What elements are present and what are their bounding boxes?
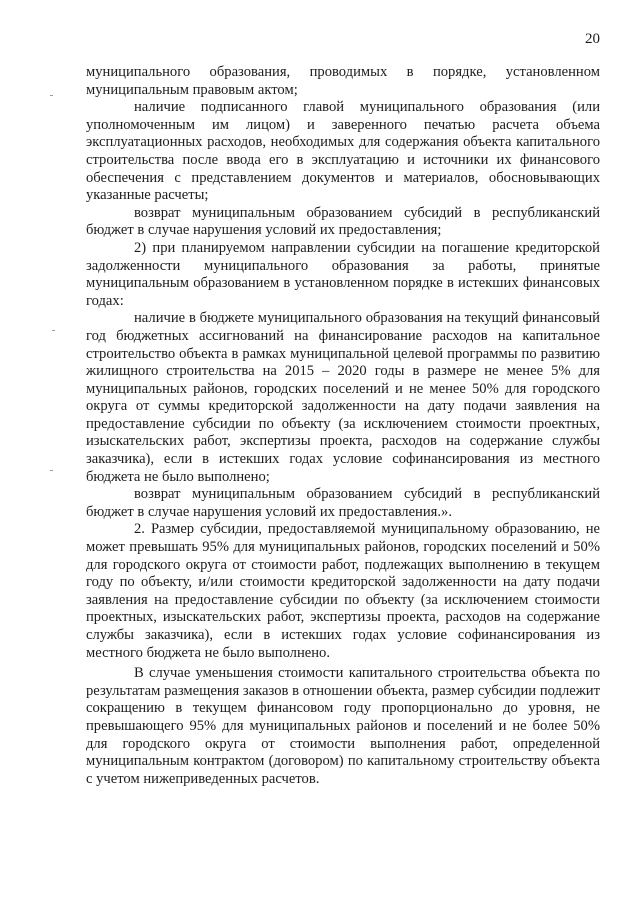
page-number: 20	[585, 31, 600, 47]
paragraph-cost-reduction: В случае уменьшения стоимости капитального строительства объекта по результатам размещения заказов в отношении объекта, размер субсидии подлежит сокращению в текущем финансовом году пропорционально до уровня, не превышающего 95% для муниципальных районов и поселений и не более 50% для городского округа от стоимости выполнения работ, определенной муниципальным контрактом (договором) по капитальному строительству объекта с учетом нижеприведенных расчетов.	[86, 665, 600, 787]
paragraph-calculation-requirement: наличие подписанного главой муниципального образования (или уполномоченным им лицом) и заверенного печатью расчета объема эксплуатационных расходов, необходимых для содержания объекта капитального строительства после ввода его в эксплуатацию и источники их финансового обеспечения с представлением документов и материалов, обосновывающих указанные расчеты;	[86, 99, 600, 204]
paragraph-subsidy-return: возврат муниципальным образованием субсидий в республиканский бюджет в случае нарушения условий их предоставления;	[86, 204, 600, 239]
scan-speck	[52, 330, 55, 331]
scan-speck	[50, 95, 53, 96]
paragraph-subsidy-return-end: возврат муниципальным образованием субсидий в республиканский бюджет в случае нарушения условий их предоставления.».	[86, 486, 600, 520]
scan-speck	[50, 470, 53, 471]
paragraph-continuation: муниципального образования, проводимых в порядке, установленном муниципальным правовым актом;	[86, 64, 600, 98]
document-body	[86, 64, 600, 788]
paragraph-debt-repayment: 2) при планируемом направлении субсидии на погашение кредиторской задолженности муниципального образования за работы, принятые муниципальным образованием в установленном порядке в истекших финансовых годах:	[86, 239, 600, 309]
paragraph-subsidy-size: 2. Размер субсидии, предоставляемой муниципальному образованию, не может превышать 95% для муниципальных районов, городских поселений и 50% для городского округа от стоимости работ, подлежащих выполнению в текущем году по объекту, и/или стоимости кредиторской задолженности на дату подачи заявления на предоставление субсидии по объекту (за исключением стоимости проектных, изыскательских работ, экспертизы проекта, расходов на содержание службы заказчика), если в истекших годах условие софинансирования из местного бюджета не было выполнено.	[86, 521, 600, 661]
paragraph-budget-allocation: наличие в бюджете муниципального образования на текущий финансовый год бюджетных ассигнований на финансирование расходов на капитальное строительство объекта в рамках муниципальной целевой программы по развитию жилищного строительства на 2015 – 2020 годы в размере не менее 5% для муниципальных районов, городских поселений и не менее 50% для городского округа от суммы кредиторской задолженности на дату подачи заявления на предоставление субсидии по объекту (за исключением стоимости проектных, изыскательских работ, экспертизы проекта, расходов на содержание службы заказчика), если в истекших годах условие софинансирования из местного бюджета не было выполнено;	[86, 310, 600, 485]
